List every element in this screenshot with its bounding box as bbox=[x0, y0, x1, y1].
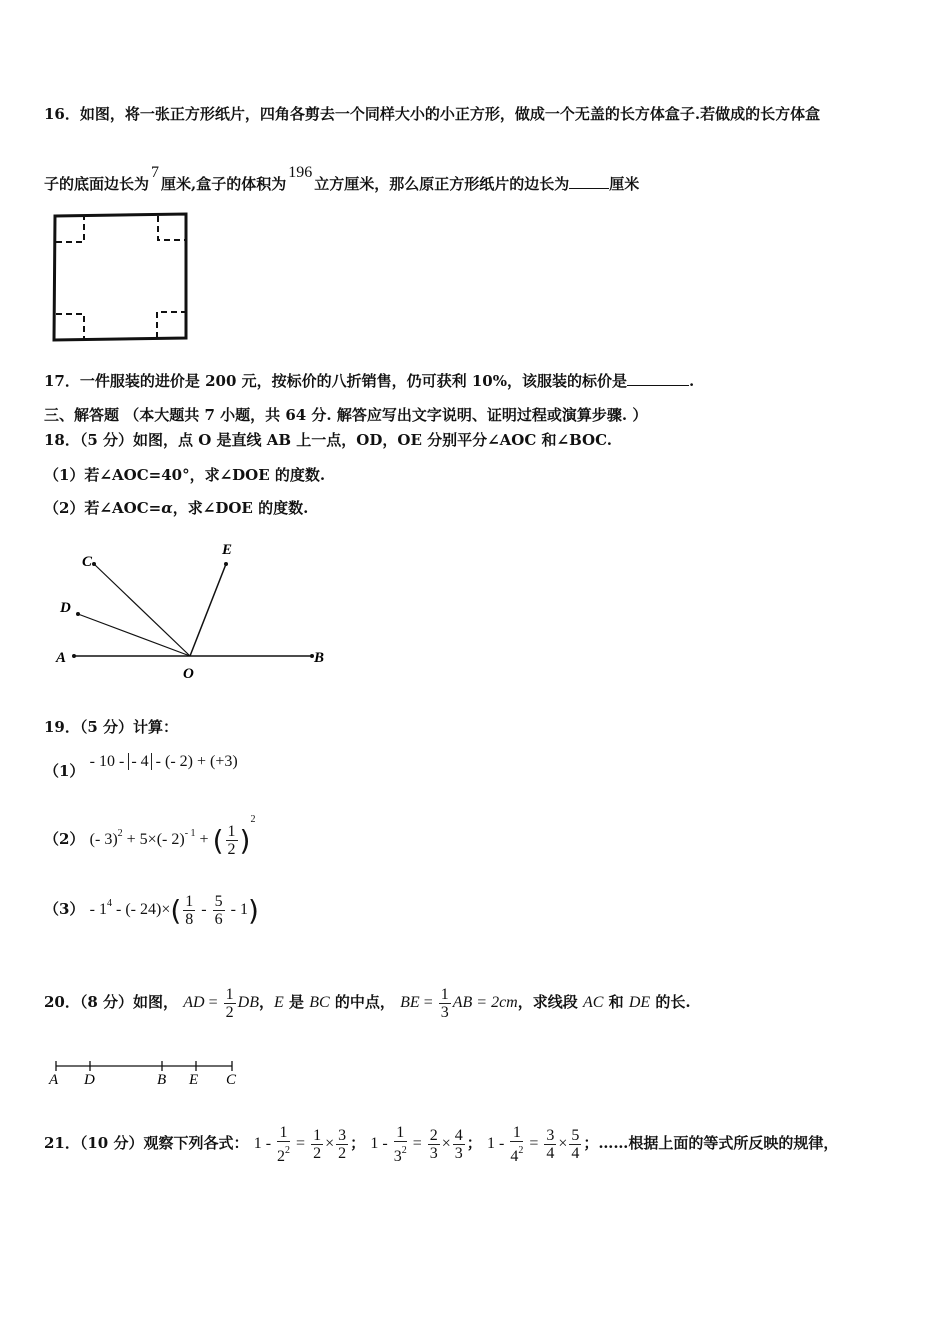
q19-p3-label: （3） bbox=[44, 900, 85, 919]
section3-title: 三、解答题 （本大题共 7 小题，共 64 分. 解答应写出文字说明、证明过程或演算步骤. ） bbox=[44, 406, 648, 424]
q18-alpha: α bbox=[161, 499, 173, 517]
label-O: O bbox=[183, 666, 194, 682]
label-D: D bbox=[60, 600, 71, 616]
q17-answer-blank[interactable] bbox=[627, 371, 689, 386]
q17-end: . bbox=[688, 372, 695, 390]
seg-label-E: E bbox=[189, 1072, 199, 1088]
q18-sub2-b: ，求∠DOE 的度数. bbox=[172, 499, 309, 517]
q16-part3: 立方厘米，那么原正方形纸片的边长为 bbox=[314, 175, 570, 193]
seg-label-D: D bbox=[84, 1072, 95, 1088]
q21-text: 21．（10 分）观察下列各式： 1 - $\frac{1}{2^2}$ = $\frac{1}{2}$ × $\frac{3}{2}$ ； 1 - $\frac{1}{3^2}$ = $\frac{2}{3}$ × $\frac{4}{3}$ ； 1 - $\frac{1}{4^2}$ = $\frac{3}{4}$ × $\frac{5}{4}$ ；……根据上面的等式所反映的规律， bbox=[44, 1124, 839, 1165]
q19-stem: 19．（5 分）计算： bbox=[44, 718, 179, 736]
q16-volume-value: 196 bbox=[288, 164, 313, 181]
label-E: E bbox=[222, 542, 233, 558]
q20-ad-expr: AD = $\frac{1}{2}$ DB bbox=[183, 986, 259, 1021]
q21-eq1: 1 - $\frac{1}{2^2}$ = $\frac{1}{2}$ × $\frac{3}{2}$ bbox=[253, 1124, 347, 1165]
label-B: B bbox=[314, 650, 325, 666]
seg-label-C: C bbox=[226, 1072, 237, 1088]
q18-sub2-a: （2）若∠AOC= bbox=[44, 499, 162, 517]
q16-paper-figure bbox=[50, 210, 192, 344]
q19-p2-expr: (- 3)$^2$ + 5×(- 2)$^{- 1}$ + ( $\frac{1}{2}$ )$^2$ bbox=[89, 814, 256, 858]
q16-part4: 厘米 bbox=[609, 175, 640, 193]
q19-part2 bbox=[44, 814, 255, 858]
q17-stem: 17．一件服装的进价是 200 元，按标价的八折销售，仍可获利 10%，该服装的标价是 bbox=[44, 372, 627, 390]
q21-stem: 21．（10 分）观察下列各式： bbox=[44, 1134, 249, 1153]
q19-p1-expr: - 10 - - 4 - (- 2) + (+3) bbox=[89, 753, 238, 770]
q16-line1: 16．如图，将一张正方形纸片，四角各剪去一个同样大小的小正方形，做成一个无盖的长方体盒子.若做成的长方体盒 bbox=[44, 105, 821, 123]
q16-answer-blank[interactable] bbox=[569, 174, 609, 189]
q19-p1-label: （1） bbox=[44, 762, 85, 780]
q16-base-value: 7 bbox=[151, 164, 160, 181]
q20-segment-figure bbox=[46, 1054, 246, 1088]
q21-eq2: 1 - $\frac{1}{3^2}$ = $\frac{2}{3}$ × $\frac{4}{3}$ bbox=[370, 1124, 463, 1165]
q18-stem: 18．（5 分）如图，点 O 是直线 AB 上一点，OD，OE 分别平分∠AOC 和∠BOC. bbox=[44, 431, 613, 449]
seg-label-A: A bbox=[49, 1072, 59, 1088]
q19-p3-expr: - $1^4$ - (- 24)×( $\frac{1}{8}$ - $\frac{5}{6}$ - 1) bbox=[89, 893, 259, 928]
q19-part3 bbox=[44, 893, 259, 928]
q19-p2-label: （2） bbox=[44, 830, 85, 848]
label-C: C bbox=[82, 554, 93, 570]
q21-tail: ……根据上面的等式所反映的规律， bbox=[598, 1134, 839, 1153]
q18-sub2 bbox=[44, 497, 308, 518]
seg-label-B: B bbox=[157, 1072, 167, 1088]
q20-be-expr: BE = $\frac{1}{3}$ AB = 2cm bbox=[400, 986, 518, 1021]
q18-angle-figure bbox=[50, 536, 340, 686]
q20-text: 20．（8 分）如图， AD = $\frac{1}{2}$ DB，E 是 BC 的中点， BE = $\frac{1}{3}$ AB = 2cm，求线段 AC 和 DE 的长. bbox=[44, 986, 691, 1021]
q20-stem: 20．（8 分）如图， bbox=[44, 993, 179, 1012]
label-A: A bbox=[56, 650, 67, 666]
q18-sub1: （1）若∠AOC=40°，求∠DOE 的度数. bbox=[44, 466, 326, 484]
q17-text bbox=[44, 370, 694, 391]
q16-part1: 子的底面边长为 bbox=[44, 175, 150, 193]
q16-line2 bbox=[44, 164, 639, 194]
q19-part1 bbox=[44, 752, 238, 781]
q16-part2: 厘米,盒子的体积为 bbox=[161, 175, 287, 193]
q21-eq3: 1 - $\frac{1}{4^2}$ = $\frac{3}{4}$ × $\frac{5}{4}$ bbox=[487, 1124, 580, 1165]
